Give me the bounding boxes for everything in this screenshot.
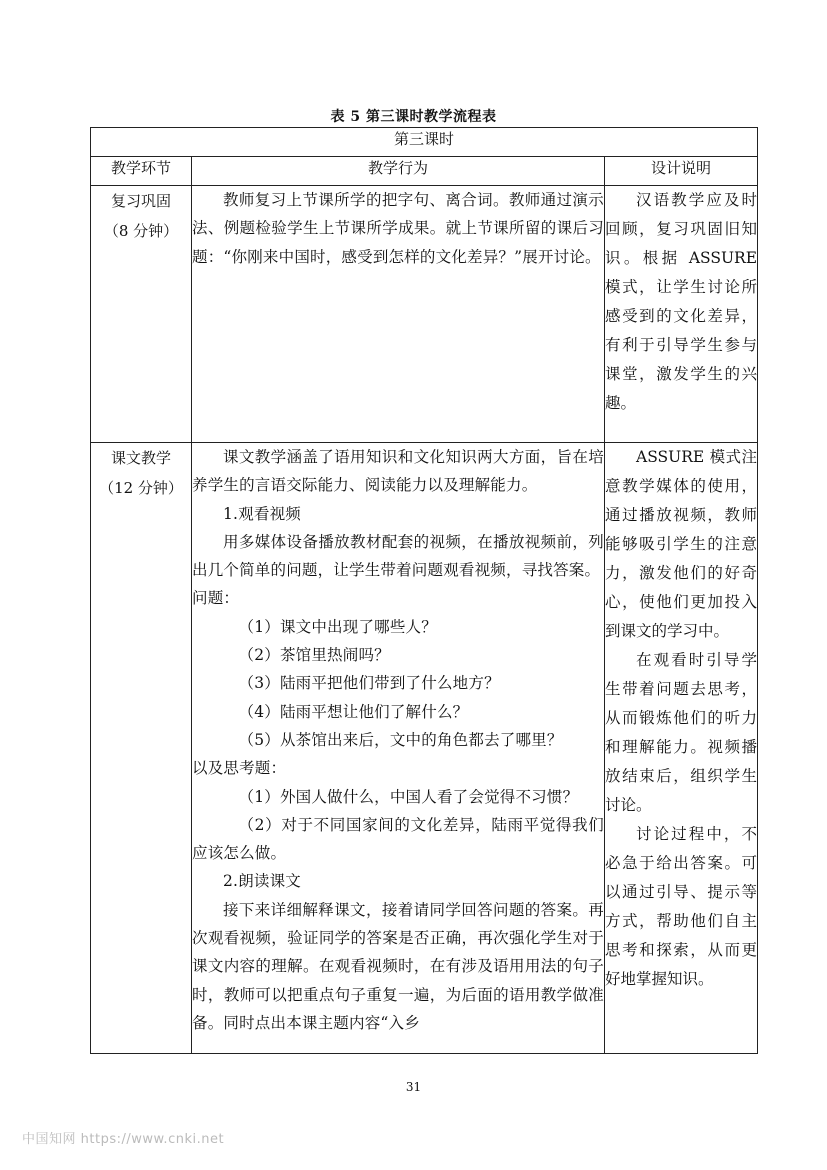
watermark: 中国知网 https://www.cnki.net [22,1132,225,1147]
page-number: 31 [405,1080,422,1094]
table-row [91,186,758,443]
question-item: （2）对于不同国家间的文化差异，陆雨平觉得我们应该怎么做。 [192,815,604,863]
note-paragraph: 在观看时引导学生带着问题去思考，从而锻炼他们的听力和理解能力。视频播放结束后，组织学生讨论。 [605,651,758,814]
stage-cell [91,186,192,443]
note-paragraph: 讨论过程中，不必急于给出答案。可以通过引导、提示等方式，帮助他们自主思考和探索，从而更好地掌握知识。 [605,825,758,988]
question-item: （1）外国人做什么，中国人看了会觉得不习惯？ [238,787,579,806]
note-paragraph: 汉语教学应及时回顾，复习巩固旧知识。根据 ASSURE 模式，让学生讨论所感受到的文化差异，有利于引导学生参与课堂，激发学生的兴趣。 [605,191,758,412]
behavior-label: 问题： [192,589,240,608]
behavior-cell [192,443,605,1054]
stage-name: 课文教学 [110,449,171,467]
behavior-paragraph: 用多媒体设备播放教材配套的视频，在播放视频前，列出几个简单的问题，让学生带着问题观看视频，寻找答案。 [192,532,604,580]
behavior-paragraph: 接下来详细解释课文，接着请同学回答问题的答案。再次观看视频，验证同学的答案是否正确，再次强化学生对于课文内容的理解。在观看视频时，在有涉及语用用法的句子时，教师可以把重点句子重复一遍，为后面的语用教学做准备。同时点出本课主题内容“入乡 [192,900,604,1032]
header-behavior: 教学行为 [192,157,605,186]
stage-name: 复习巩固 [110,192,171,210]
header-note: 设计说明 [605,157,758,186]
question-item: （2）茶馆里热闹吗？ [238,646,390,665]
stage-duration: （12 分钟） [99,479,183,497]
behavior-cell [192,186,605,443]
note-cell [605,186,758,443]
question-item: （4）陆雨平想让他们了解什么？ [238,702,469,721]
question-item: （1）课文中出现了哪些人？ [238,617,437,636]
question-item: （3）陆雨平把他们带到了什么地方？ [238,674,500,693]
note-paragraph: ASSURE 模式注意教学媒体的使用，通过播放视频，教师能够吸引学生的注意力，激发他们的好奇心，使他们更加投入到课文的学习中。 [605,448,758,640]
table-caption: 表 5 第三课时教学流程表 [330,109,497,125]
header-stage: 教学环节 [91,157,192,186]
note-cell [605,443,758,1054]
stage-duration: （8 分钟） [103,222,179,240]
table-title: 第三课时 [91,128,758,157]
stage-cell [91,443,192,1054]
behavior-label: 以及思考题： [192,759,287,778]
behavior-subheading: 1.观看视频 [223,504,301,523]
table-row [91,443,758,1054]
behavior-paragraph: 教师复习上节课所学的把字句、离合词。教师通过演示法、例题检验学生上节课所学成果。就上节课所留的课后习题：“你刚来中国时，感受到怎样的文化差异？”展开讨论。 [192,191,604,266]
lesson-flow-table [90,127,758,1054]
question-item: （5）从茶馆出来后，文中的角色都去了哪里？ [238,730,563,749]
behavior-paragraph: 课文教学涵盖了语用知识和文化知识两大方面，旨在培养学生的言语交际能力、阅读能力以及理解能力。 [192,448,604,495]
behavior-subheading: 2.朗读课文 [223,872,301,891]
